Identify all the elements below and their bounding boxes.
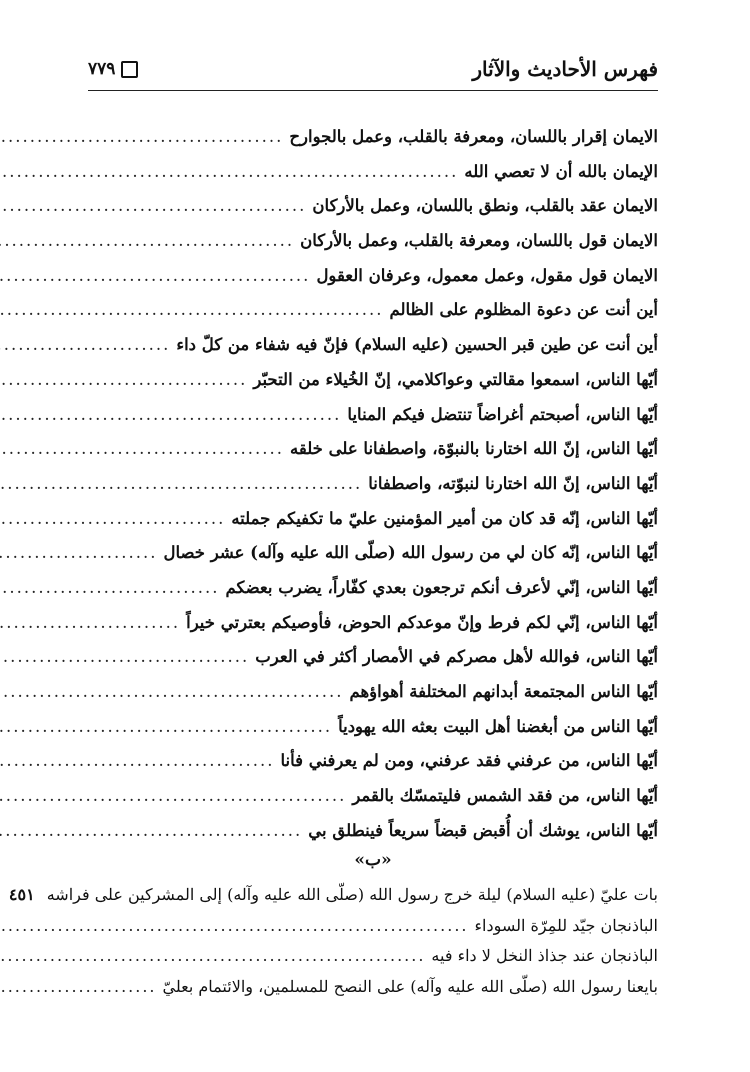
index-entry [8,880,658,911]
section-heading-ba: «ب» [354,850,392,870]
leader-dots [0,536,157,571]
index-entry [88,606,658,641]
entry-text: بايعنا رسول الله (صلّى الله عليه وآله) على النصح للمسلمين، والائتمام بعليّ [162,976,658,996]
leader-dots [0,293,384,328]
index-entry [88,640,658,675]
index-entry [88,814,658,849]
leader-dots [0,814,302,849]
leader-dots [0,675,344,710]
entry-text: أيّها الناس، أصبحتم أغراضاً تنتضل فيكم المنايا [347,404,658,424]
index-entry [88,259,658,294]
index-entry [88,224,658,259]
entry-text: أيّها الناس، إنّي لكم فرط وإنّ موعدكم الحوض، فأوصيكم بعترتي خيراً [186,612,658,632]
leader-dots [0,972,157,1003]
index-list-section-b [8,880,658,1002]
entry-text: أيّها الناس، من عرفني فقد عرفني، ومن لم يعرفني فأنا [280,751,658,771]
index-entry [88,293,658,328]
leader-dots [0,189,306,224]
entry-text: بات عليّ (عليه السلام) ليلة خرج رسول الله (صلّى الله عليه وآله) إلى المشركين على فراشه [46,885,658,904]
leader-dots [0,432,284,467]
leader-dots [0,259,310,294]
leader-dots [0,606,180,641]
index-entry [88,189,658,224]
leader-dots [0,779,346,814]
index-entry [88,432,658,467]
leader-dots [0,224,294,259]
index-entry [88,744,658,779]
entry-text: الباذنجان عند جذاذ النخل لا داء فيه [431,946,658,965]
entry-text: الايمان عقد بالقلب، ونطق باللسان، وعمل بالأركان [312,196,658,216]
entry-text: الايمان قول مقول، وعمل معمول، وعرفان العقول [316,265,658,285]
leader-dots [0,363,247,398]
entry-text: أيّها الناس، إنّ الله اختارنا بالنبوّة، واصطفانا على خلقه [290,439,658,459]
leader-dots [0,744,274,779]
index-entry [88,398,658,433]
index-entry [88,328,658,363]
index-entry [88,779,658,814]
entry-text: الإيمان بالله أن لا تعصي الله [464,161,658,181]
leader-dots [0,710,332,745]
entry-text: أيّها الناس، إنّي لأعرف أنكم ترجعون بعدي كفّاراً، يضرب بعضكم [225,577,658,597]
entry-text: الايمان قول باللسان، ومعرفة بالقلب، وعمل بالأركان [300,231,658,251]
index-entry [88,467,658,502]
entry-text: أيّها الناس، إنّه قد كان من أمير المؤمنين عليّ ما تكفيكم جملته [231,508,658,528]
index-entry [88,120,658,155]
page-number-group [88,59,138,79]
running-title: فهرس الأحاديث والآثار [472,57,658,81]
index-entry [88,911,658,942]
entry-text: أيّها الناس المجتمعة أبدانهم المختلفة أهواؤهم [349,682,658,701]
leader-dots [0,328,170,363]
index-entry [88,536,658,571]
entry-number: ٤٥١ [8,885,35,904]
index-entry [88,972,658,1003]
leader-dots [0,571,220,606]
entry-text: أيّها الناس من أبغضنا أهل البيت بعثه الله يهودياً [338,716,658,736]
entry-text: أيّها الناس، فوالله لأهل مصركم في الأمصار أكثر في العرب [255,647,658,667]
page-header [88,52,658,86]
index-entry [88,571,658,606]
leader-dots [0,155,458,190]
index-entry [88,710,658,745]
index-entry [88,155,658,190]
entry-text: أيّها الناس، إنّه كان لي من رسول الله (صلّى الله عليه وآله) عشر خصال [163,543,658,563]
index-entry [88,941,658,972]
entry-text: أين أنت عن دعوة المظلوم على الظالم [389,300,658,320]
index-entry [88,675,658,710]
leader-dots [0,502,225,537]
leader-dots [0,398,341,433]
leader-dots [0,941,425,972]
square-box-icon [121,61,138,78]
leader-dots [0,911,468,942]
entry-text: أيّها الناس، إنّ الله اختارنا لنبوّته، واصطفانا [368,473,658,493]
entry-text: أيّها الناس، من فقد الشمس فليتمسّك بالقمر [352,786,658,806]
entry-text: أين أنت عن طين قبر الحسين (عليه السلام) فإنّ فيه شفاء من كلّ داء [176,335,658,355]
index-entry [88,363,658,398]
leader-dots [0,640,249,675]
entry-text: الايمان إقرار باللسان، ومعرفة بالقلب، وعمل بالجوارح [289,127,658,146]
entry-text: أيّها الناس، يوشك أن أُقبض قبضاً سريعاً فينطلق بي [308,820,658,840]
entry-text: أيّها الناس، اسمعوا مقالتي وعواكلامي، إنّ الخُيلاء من التحبّر [253,369,658,389]
header-rule [88,90,658,91]
leader-dots [0,120,283,155]
index-entry [88,502,658,537]
entry-text: الباذنجان جيّد للمِرّة السوداء [474,915,658,935]
leader-dots [0,467,362,502]
page-number: ٧٧٩ [88,59,116,79]
index-list-section-a [88,120,658,848]
